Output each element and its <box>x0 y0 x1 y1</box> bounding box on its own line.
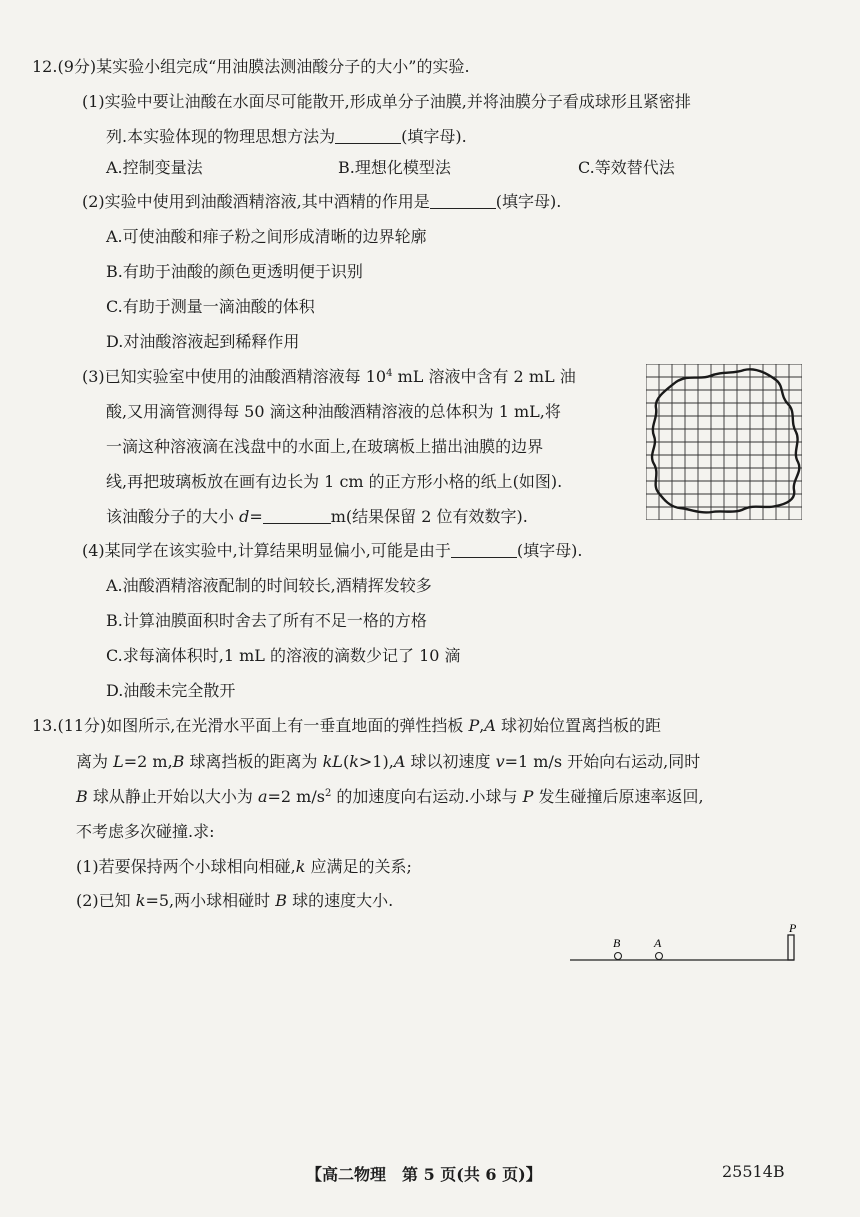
q12-part3-tail: m(结果保留 2 位有效数字). <box>330 507 528 526</box>
q13-text: =2 m, <box>123 752 173 771</box>
var-B: B <box>275 891 287 910</box>
q13-text: 应满足的关系; <box>305 857 412 876</box>
label-A: A <box>654 936 662 950</box>
option-1c: C.等效替代法 <box>578 158 675 177</box>
q12-part1-stem: 列.本实验体现的物理思想方法为 <box>106 127 336 146</box>
option-4d: D.油酸未完全散开 <box>106 681 236 700</box>
q13-text: 球初始位置离挡板的距 <box>495 716 661 735</box>
answer-blank-3 <box>263 507 331 524</box>
q12-part3-line4: 线,再把玻璃板放在画有边长为 1 cm 的正方形小格的纸上(如图). <box>106 472 563 491</box>
q13-text: 的加速度向右运动.小球与 <box>331 787 523 806</box>
q13-line2 <box>76 751 700 773</box>
q12-part1-line1: (1)实验中要让油酸在水面尽可能散开,形成单分子油膜,并将油膜分子看成球形且紧密排 <box>82 92 691 111</box>
page-footer: 【高二物理 第 5 页(共 6 页)】 <box>306 1165 542 1184</box>
option-4a: A.油酸酒精溶液配制的时间较长,酒精挥发较多 <box>106 576 432 595</box>
q12-heading: 12.(9分)某实验小组完成“用油膜法测油酸分子的大小”的实验. <box>32 57 470 76</box>
answer-blank-1 <box>335 127 401 144</box>
var-kL: kL <box>322 752 343 771</box>
q13-text: >1), <box>358 752 394 771</box>
var-B: B <box>76 787 88 806</box>
q13-text: , <box>479 716 485 735</box>
var-P: P <box>522 787 534 806</box>
option-1b: B.理想化模型法 <box>338 158 451 177</box>
q13-sub1 <box>76 856 412 878</box>
oil-film-grid-figure <box>646 364 802 520</box>
q12-part3-line3: 一滴这种溶液滴在浅盘中的水面上,在玻璃板上描出油膜的边界 <box>106 437 544 456</box>
q13-line3 <box>76 786 704 808</box>
answer-blank-4 <box>451 541 517 558</box>
exponent: 2 <box>324 788 332 799</box>
q12-part4-stem: (4)某同学在该实验中,计算结果明显偏小,可能是由于 <box>82 541 451 560</box>
option-2d: D.对油酸溶液起到稀释作用 <box>106 332 300 351</box>
q12-part4-line1 <box>82 540 582 562</box>
exponent: 4 <box>386 368 393 379</box>
q13-text: 离为 <box>76 752 114 771</box>
q13-text: 球的速度大小. <box>287 891 394 910</box>
q13-text: =1 m/s 开始向右运动,同时 <box>504 752 701 771</box>
q13-text: =2 m/s <box>267 787 325 806</box>
q12-part3-stem: 该油酸分子的大小 <box>106 507 240 526</box>
exam-code: 25514B <box>722 1162 785 1181</box>
q13-text: 13.(11分)如图所示,在光滑水平面上有一垂直地面的弹性挡板 <box>32 716 469 735</box>
var-A: A <box>393 752 406 771</box>
q12-part2-stem: (2)实验中使用到油酸酒精溶液,其中酒精的作用是 <box>82 192 430 211</box>
option-4c: C.求每滴体积时,1 mL 的溶液的滴数少记了 10 滴 <box>106 646 461 665</box>
label-B: B <box>613 936 621 950</box>
q12-part3-line2: 酸,又用滴管测得每 50 滴这种油酸酒精溶液的总体积为 1 mL,将 <box>106 402 561 421</box>
q12-part3-text-b: mL 溶液中含有 2 mL 油 <box>392 367 576 386</box>
q12-part2-line1 <box>82 191 561 213</box>
q13-text: ( <box>342 752 350 771</box>
q13-sub2 <box>76 890 393 912</box>
var-d: d <box>239 507 250 526</box>
q13-text: 球从静止开始以大小为 <box>87 787 258 806</box>
equals-sign: = <box>249 507 263 526</box>
var-k: k <box>135 891 146 910</box>
option-2c: C.有助于测量一滴油酸的体积 <box>106 297 315 316</box>
var-B: B <box>172 752 185 771</box>
ball-A <box>656 953 663 960</box>
barrier-P <box>788 935 794 960</box>
var-k: k <box>349 752 359 771</box>
var-P: P <box>468 716 480 735</box>
var-k: k <box>295 857 306 876</box>
option-4b: B.计算油膜面积时舍去了所有不足一格的方格 <box>106 611 427 630</box>
q12-part3-text-a: (3)已知实验室中使用的油酸酒精溶液每 10 <box>82 367 387 386</box>
label-P: P <box>789 921 797 935</box>
q13-text: 球离挡板的距离为 <box>184 752 323 771</box>
q12-part4-tail: (填字母). <box>516 541 583 560</box>
q12-part1-tail: (填字母). <box>401 127 467 146</box>
oil-film-boundary <box>652 369 799 512</box>
answer-blank-2 <box>430 192 496 209</box>
option-1a: A.控制变量法 <box>106 158 203 177</box>
q12-part2-tail: (填字母). <box>495 192 562 211</box>
collision-figure <box>568 920 804 966</box>
var-L: L <box>113 752 124 771</box>
var-A: A <box>484 716 496 735</box>
q13-text: 球以初速度 <box>405 752 496 771</box>
option-2a: A.可使油酸和痱子粉之间形成清晰的边界轮廓 <box>106 227 427 246</box>
var-a: a <box>257 787 268 806</box>
q12-part1-line2 <box>106 126 467 148</box>
q13-text: =5,两小球相碰时 <box>145 891 276 910</box>
var-v: v <box>495 752 505 771</box>
q13-line1 <box>32 715 661 737</box>
q13-text: 发生碰撞后原速率返回, <box>533 787 704 806</box>
ball-B <box>615 953 622 960</box>
q12-part3-line1 <box>82 366 576 388</box>
q13-text: (2)已知 <box>76 891 136 910</box>
q13-line4: 不考虑多次碰撞.求: <box>76 822 215 841</box>
option-2b: B.有助于油酸的颜色更透明便于识别 <box>106 262 363 281</box>
q12-part3-line5 <box>106 506 528 528</box>
q13-text: (1)若要保持两个小球相向相碰, <box>76 857 296 876</box>
